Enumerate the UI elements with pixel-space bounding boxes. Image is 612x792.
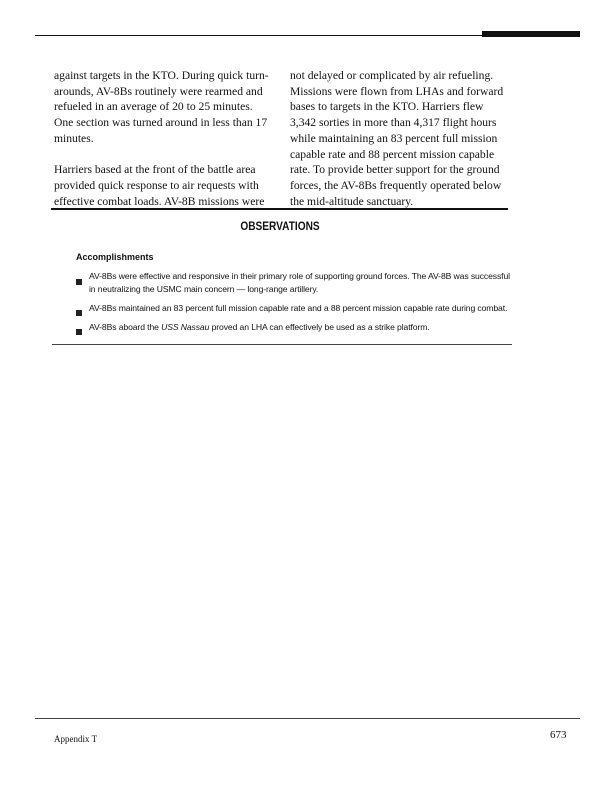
paragraph: against targets in the KTO. During quick turn-arounds, AV-8Bs routinely were rearmed and refueled in an average of 20 to 25 minutes. One section was turned around in less than 17 minutes. [54,69,269,145]
left-column [54,68,269,225]
paragraph: Harriers based at the front of the battle area provided quick response to air requests with effective combat loads. AV-8B missions were [54,163,265,208]
section-end-rule [52,344,512,345]
footer-label: Appendix T [54,734,98,744]
subheading: Accomplishments [76,252,154,262]
right-column [290,68,510,225]
paragraph: not delayed or complicated by air refueling. Missions were flown from LHAs and forward bases to targets in the KTO. Harriers flew 3,342 sorties in more than 4,317 flight hours while maintaining an 83 percent full mission capable rate and 88 percent mission capable rate. To provide better support for the ground forces, the AV-8Bs frequently operated below the mid-altitude sanctuary. [290,69,504,208]
bullet-icon [76,310,82,316]
footer-rule [35,718,580,719]
ship-name: USS Nassau [161,322,210,332]
bullet-icon [76,329,82,335]
bullet-icon [76,279,82,285]
bullet-item: AV-8Bs were effective and responsive in their primary role of supporting ground forces. The AV-8B was successful in neutralizing the USMC main concern — long-range artillery. [89,271,510,294]
header-bar [482,31,580,37]
text: proved an LHA can effectively be used as a strike platform. [209,322,430,332]
bullet-item [89,321,514,334]
text: AV-8Bs aboard the [89,322,162,332]
bullet-item: AV-8Bs maintained an 83 percent full mission capable rate and a 88 percent mission capable rate during combat. [89,303,508,313]
section-rule [51,208,508,210]
page-number: 673 [550,729,567,741]
section-heading: OBSERVATIONS [240,221,320,233]
